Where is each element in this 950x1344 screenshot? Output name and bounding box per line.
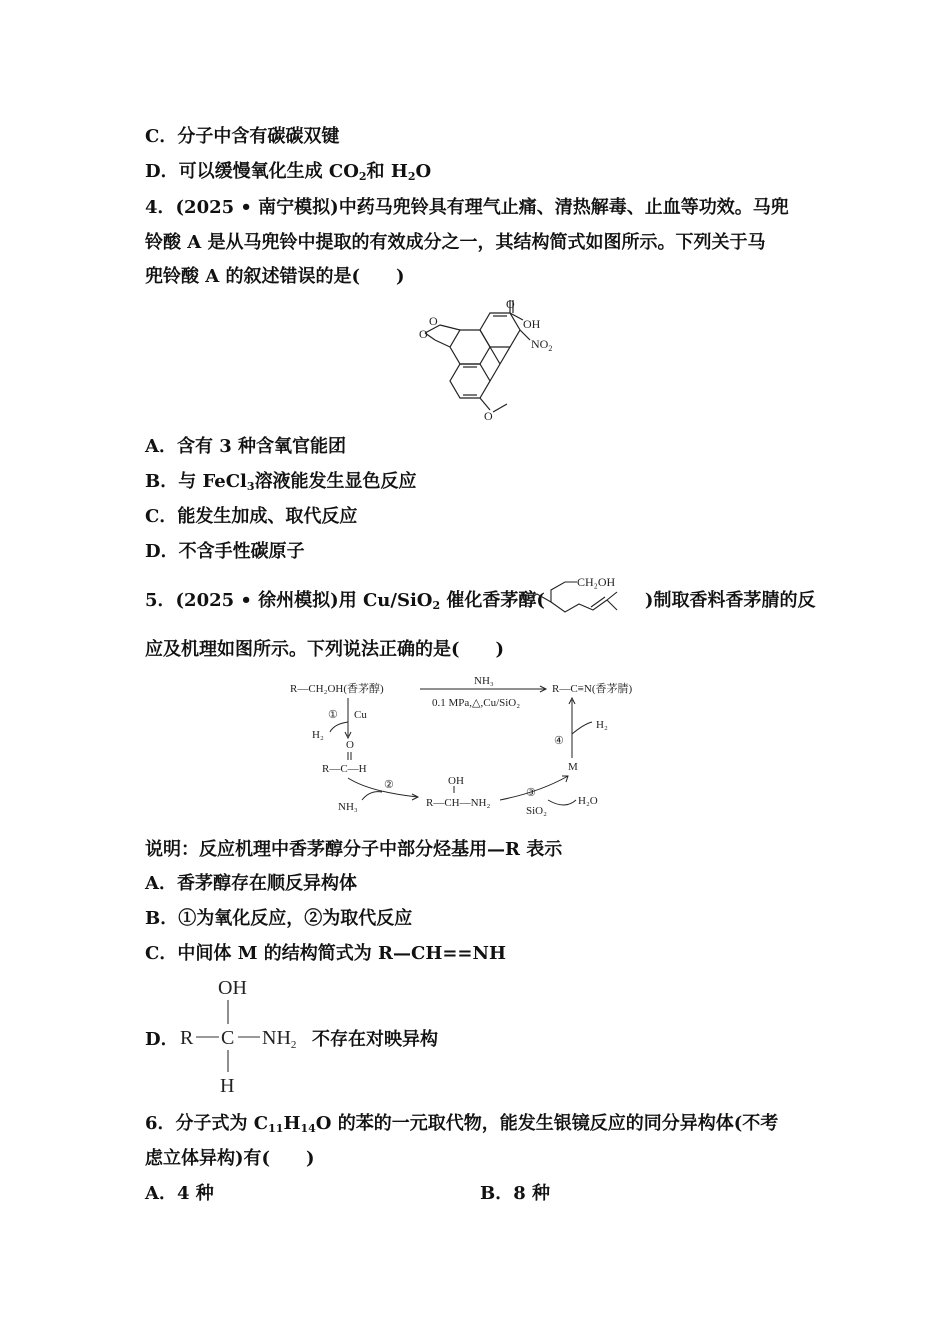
methoxy-o: O (484, 409, 493, 423)
q6-stem-line1: 6．分子式为 $C_{11}H_{14}O$ 的苯的一元取代物，能发生银镜反应的同分异构体(不考 (145, 1113, 779, 1135)
dioxole-o2: O (429, 314, 438, 328)
struct-d-c: C (221, 1027, 235, 1049)
mech-step2: ② (384, 779, 394, 791)
q6-option-a: A．4 种 (145, 1183, 214, 1204)
q4-stem-line2: 铃酸 A 是从马兜铃中提取的有效成分之一，其结构简式如图所示。下列关于马 (145, 232, 766, 253)
q5-option-a: A．香茅醇存在顺反异构体 (145, 873, 357, 894)
q5-stem-line1: 5．(2025 • 徐州模拟)用 Cu/SiO$_2$ 催化香茅醇( )制取香料香茅腈的反 (145, 590, 816, 612)
q5-option-d-structure (176, 972, 316, 1097)
mech-intermediate: R—CH—NH₂ (426, 797, 491, 809)
mech-product: R—C≡N(香茅腈) (552, 683, 633, 695)
mech-aldehyde-o: O (346, 739, 354, 751)
q5-option-b: B．①为氧化反应，②为取代反应 (145, 908, 413, 929)
mech-oh: OH (448, 775, 464, 787)
struct-d-h: H (220, 1075, 235, 1097)
q4-stem-line3: 兜铃酸 A 的叙述错误的是( ) (145, 266, 405, 287)
mech-h2-right: H₂ (596, 719, 608, 731)
mech-reagent-top: NH₃ (474, 675, 494, 687)
struct-d-nh2: $NH_2$ (262, 1027, 297, 1051)
mech-h2o: H₂O (578, 795, 598, 807)
struct-d-oh: OH (218, 977, 247, 999)
q4-stem-line1: 4．(2025 • 南宁模拟)中药马兜铃具有理气止痛、清热解毒、止血等功效。马兜 (145, 197, 789, 218)
mech-h2-left: H₂ (312, 729, 324, 741)
mechanism-diagram (290, 672, 670, 822)
q4-option-d: D．不含手性碳原子 (145, 541, 305, 562)
mech-step3: ③ (526, 787, 536, 799)
q6-stem-line2: 虑立体异构)有( ) (145, 1148, 315, 1169)
q5-stem-line2: 应及机理如图所示。下列说法正确的是( ) (145, 639, 505, 660)
cooh-oh: OH (523, 317, 541, 331)
q5-option-d-label: D． (145, 1029, 179, 1050)
citronellol-ch2oh: CH₂OH (577, 575, 616, 589)
q3-option-d: D．可以缓慢氧化生成 $CO_2$和 $H_2O$ (145, 161, 432, 183)
q5-option-d-text: 不存在对映异构 (312, 1029, 438, 1050)
struct-d-r: R (180, 1027, 194, 1049)
mech-step4: ④ (554, 735, 564, 747)
q5-option-c: C．中间体 M 的结构简式为 R—CH==NH (145, 943, 506, 964)
mech-start: R—CH₂OH(香茅醇) (290, 683, 384, 695)
carbonyl-o: O (506, 300, 515, 311)
mech-nh3: NH₃ (338, 801, 358, 813)
mech-cu: Cu (354, 709, 367, 721)
q5-note: 说明：反应机理中香茅醇分子中部分烃基用—R 表示 (145, 839, 563, 860)
q3-option-c: C．分子中含有碳碳双键 (145, 126, 340, 147)
mech-sio2: SiO₂ (526, 805, 547, 817)
dioxole-o1: O (419, 327, 428, 341)
mech-aldehyde: R—C—H (322, 763, 367, 775)
mech-m: M (568, 761, 578, 773)
q6-option-b: B．8 种 (480, 1183, 551, 1204)
q4-option-b: B．与 FeCl$_3$溶液能发生显色反应 (145, 471, 417, 493)
aristolochic-acid-structure (405, 300, 555, 425)
mech-reagent-bottom: 0.1 MPa,△,Cu/SiO₂ (432, 697, 521, 709)
mech-step1: ① (328, 709, 338, 721)
citronellol-structure (515, 572, 625, 622)
q4-option-c: C．能发生加成、取代反应 (145, 506, 358, 527)
nitro-group: $NO_2$ (531, 337, 553, 353)
q4-option-a: A．含有 3 种含氧官能团 (145, 436, 347, 457)
